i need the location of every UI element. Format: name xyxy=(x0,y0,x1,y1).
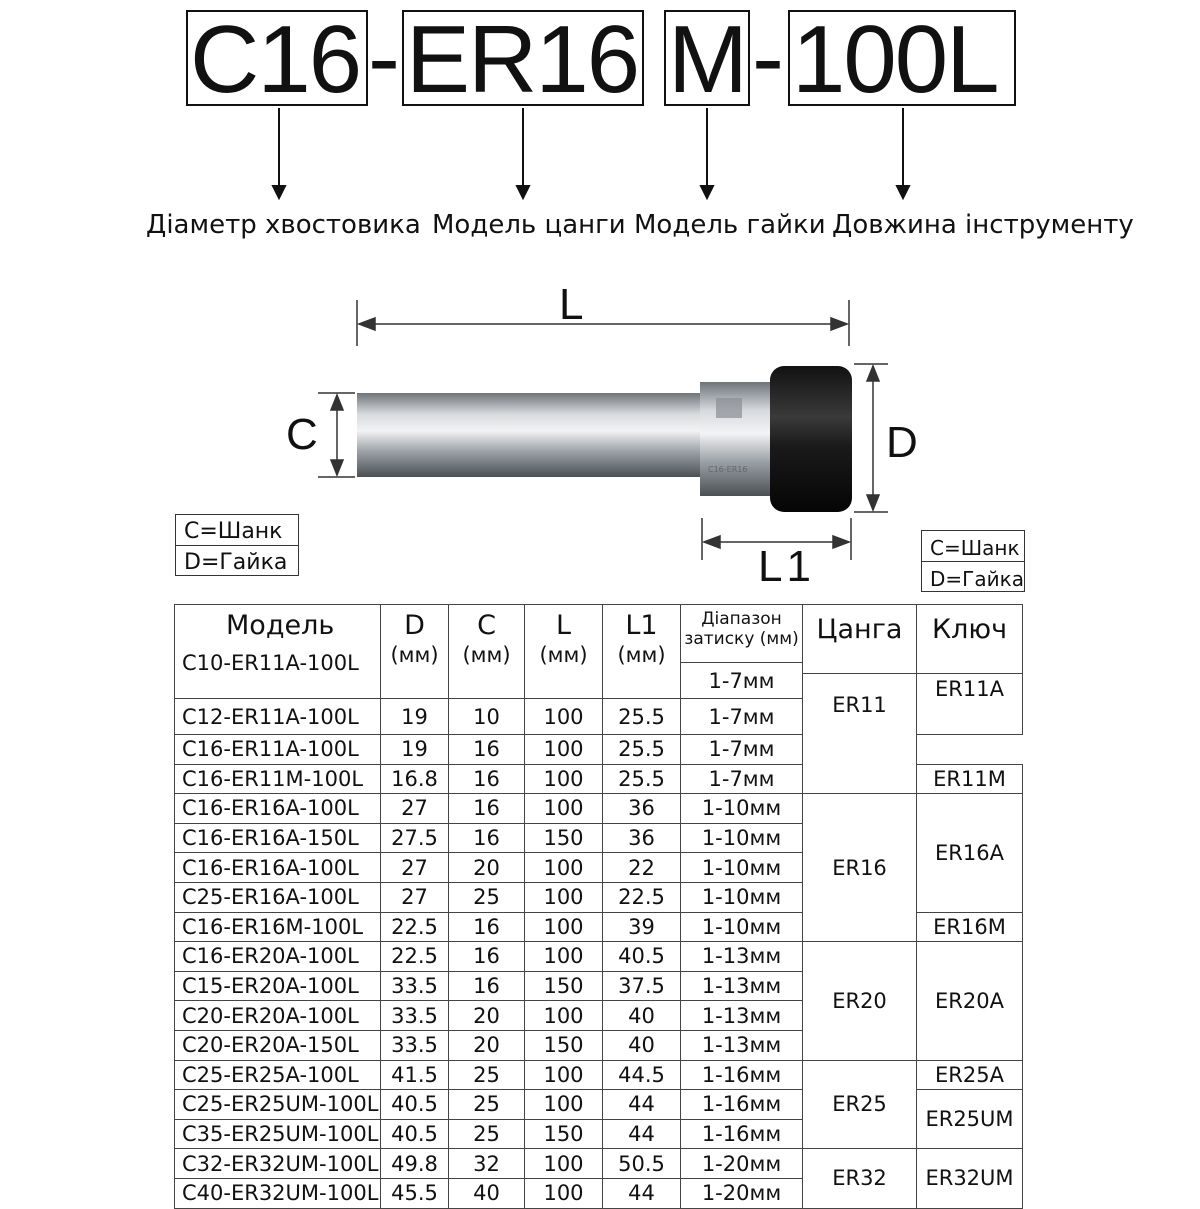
table-cell: C16-ER16A-100L xyxy=(175,794,381,824)
table-cell: 40.5 xyxy=(381,1119,449,1149)
table-cell: 41.5 xyxy=(381,1060,449,1090)
table-cell: 1-10мм xyxy=(681,823,803,853)
table-cell: 16 xyxy=(449,912,525,942)
table-cell: 40.5 xyxy=(381,1090,449,1120)
code-shank: C16 xyxy=(186,10,368,106)
table-cell: 100 xyxy=(525,912,603,942)
legend-c: C=Шанк xyxy=(184,519,283,544)
collet-er11: ER11 xyxy=(803,673,916,764)
key-er32um: ER32UM xyxy=(917,1149,1023,1208)
key-er11a: ER11A xyxy=(917,673,1022,734)
header-model: Модель C10-ER11A-100L xyxy=(175,605,381,699)
table-cell: 100 xyxy=(525,1001,603,1031)
table-cell: 100 xyxy=(525,699,603,735)
table-cell: 20 xyxy=(449,1030,525,1060)
table-cell: 25 xyxy=(449,1090,525,1120)
collet-er25: ER25 xyxy=(803,1060,917,1149)
table-cell: 25.5 xyxy=(603,699,681,735)
header-collet: Цанга xyxy=(816,614,903,645)
table-row xyxy=(175,794,1023,824)
table-cell: 150 xyxy=(525,971,603,1001)
table-cell: 33.5 xyxy=(381,1001,449,1031)
table-cell: 22.5 xyxy=(381,912,449,942)
arrow-head-icon xyxy=(273,186,285,198)
legend-c: C=Шанк xyxy=(930,536,1020,560)
code-dash-1: - xyxy=(368,4,398,111)
table-cell: C35-ER25UM-100L xyxy=(175,1119,381,1149)
dim-label-c: C xyxy=(286,410,318,459)
table-cell: 25.5 xyxy=(603,764,681,794)
key-er20a: ER20A xyxy=(917,942,1023,1060)
header-collet-col xyxy=(803,605,917,794)
engraving-text: C16-ER16 xyxy=(708,465,748,474)
code-arrows xyxy=(0,0,1200,210)
table-cell: 27 xyxy=(381,853,449,883)
table-cell: C25-ER16A-100L xyxy=(175,882,381,912)
table-cell: 49.8 xyxy=(381,1149,449,1179)
table-cell: 45.5 xyxy=(381,1178,449,1208)
collet-er20: ER20 xyxy=(803,942,917,1060)
header-key-col xyxy=(917,605,1023,735)
table-cell: 44.5 xyxy=(603,1060,681,1090)
spec-table xyxy=(174,604,1023,1209)
table-cell: C16-ER16A-150L xyxy=(175,823,381,853)
table-cell: 25 xyxy=(449,1119,525,1149)
table-cell: C25-ER25A-100L xyxy=(175,1060,381,1090)
table-cell: 10 xyxy=(449,699,525,735)
table-cell: 1-7мм xyxy=(681,699,803,735)
table-cell: 27 xyxy=(381,794,449,824)
arrow-head-icon xyxy=(897,186,909,198)
table-cell: 33.5 xyxy=(381,971,449,1001)
table-cell: 1-13мм xyxy=(681,1001,803,1031)
code-collet: ER16 xyxy=(402,10,644,106)
table-cell: 19 xyxy=(381,735,449,765)
table-cell: 40 xyxy=(603,1001,681,1031)
table-cell: 150 xyxy=(525,1119,603,1149)
table-cell: 50.5 xyxy=(603,1149,681,1179)
legend-d: D=Гайка xyxy=(922,561,1024,591)
table-cell: 40 xyxy=(449,1178,525,1208)
table-cell: 1-20мм xyxy=(681,1149,803,1179)
desc-collet-model: Модель цанги xyxy=(432,210,626,240)
table-cell: 22.5 xyxy=(603,882,681,912)
table-cell: 22 xyxy=(603,853,681,883)
table-cell: 100 xyxy=(525,735,603,765)
key-er25a: ER25A xyxy=(917,1060,1023,1090)
table-cell: 1-7мм xyxy=(681,764,803,794)
header-c: C (мм) xyxy=(449,605,525,699)
table-cell: 100 xyxy=(525,1090,603,1120)
table-cell: 36 xyxy=(603,823,681,853)
table-cell: 1-16мм xyxy=(681,1090,803,1120)
key-er16m: ER16M xyxy=(917,912,1023,942)
code-dash-2: - xyxy=(752,4,782,111)
table-cell: 16 xyxy=(449,764,525,794)
table-cell: 1-13мм xyxy=(681,942,803,972)
legend-left xyxy=(175,514,299,576)
table-cell: C40-ER32UM-100L xyxy=(175,1178,381,1208)
table-cell: 1-13мм xyxy=(681,1030,803,1060)
table-cell: C16-ER16M-100L xyxy=(175,912,381,942)
table-cell: 22.5 xyxy=(381,942,449,972)
desc-shank-diameter: Діаметр хвостовика xyxy=(146,210,421,240)
shank xyxy=(357,393,702,477)
arrow-head-icon xyxy=(517,186,529,198)
table-cell: C20-ER20A-100L xyxy=(175,1001,381,1031)
table-cell: 33.5 xyxy=(381,1030,449,1060)
table-cell: C32-ER32UM-100L xyxy=(175,1149,381,1179)
table-cell: 44 xyxy=(603,1178,681,1208)
table-cell: 1-7мм xyxy=(681,735,803,765)
table-cell: 19 xyxy=(381,699,449,735)
table-cell: 25.5 xyxy=(603,735,681,765)
table-row xyxy=(175,942,1023,972)
table-cell: 1-16мм xyxy=(681,1060,803,1090)
legend-d: D=Гайка xyxy=(176,545,298,575)
table-cell: C15-ER20A-100L xyxy=(175,971,381,1001)
table-cell: 1-10мм xyxy=(681,912,803,942)
table-cell: 100 xyxy=(525,853,603,883)
table-cell: C10-ER11A-100L xyxy=(182,651,359,675)
table-cell: 27 xyxy=(381,882,449,912)
table-cell: 16 xyxy=(449,823,525,853)
desc-tool-length: Довжина інструменту xyxy=(832,210,1134,240)
table-cell: 44 xyxy=(603,1119,681,1149)
table-cell: 1-10мм xyxy=(681,882,803,912)
header-range: Діапазон затиску (мм) xyxy=(681,605,803,663)
table-cell: 150 xyxy=(525,823,603,853)
table-cell: C16-ER16A-100L xyxy=(175,853,381,883)
dim-label-d: D xyxy=(886,418,918,467)
table-cell: 37.5 xyxy=(603,971,681,1001)
table-row xyxy=(175,1149,1023,1179)
table-cell: 100 xyxy=(525,764,603,794)
table-cell: 1-20мм xyxy=(681,1178,803,1208)
header-d: D (мм) xyxy=(381,605,449,699)
table-cell: 20 xyxy=(449,1001,525,1031)
arrow-head-icon xyxy=(701,186,713,198)
table-cell: 1-16мм xyxy=(681,1119,803,1149)
legend-right xyxy=(921,530,1025,592)
table-cell: C25-ER25UM-100L xyxy=(175,1090,381,1120)
code-length: 100L xyxy=(788,10,1016,106)
table-cell: 16 xyxy=(449,735,525,765)
table-cell: 16 xyxy=(449,794,525,824)
table-cell: 16.8 xyxy=(381,764,449,794)
table-cell: C16-ER20A-100L xyxy=(175,942,381,972)
table-cell: 39 xyxy=(603,912,681,942)
table-cell: 100 xyxy=(525,794,603,824)
desc-nut-model: Модель гайки xyxy=(634,210,826,240)
table-cell: 40 xyxy=(603,1030,681,1060)
table-cell: 100 xyxy=(525,1060,603,1090)
key-er11m: ER11M xyxy=(917,764,1023,794)
table-cell: 1-13мм xyxy=(681,971,803,1001)
table-cell: 32 xyxy=(449,1149,525,1179)
dim-label-l: L xyxy=(559,280,584,329)
table-cell: 100 xyxy=(525,1149,603,1179)
table-row xyxy=(175,1060,1023,1090)
header-l1: L1 (мм) xyxy=(603,605,681,699)
table-cell: 100 xyxy=(525,942,603,972)
collet-er32: ER32 xyxy=(803,1149,917,1208)
table-cell: C12-ER11A-100L xyxy=(175,699,381,735)
dim-label-l1: L1 xyxy=(758,542,815,591)
code-nut: M xyxy=(664,10,750,106)
table-cell: 1-10мм xyxy=(681,853,803,883)
table-cell: 40.5 xyxy=(603,942,681,972)
table-cell: C16-ER11M-100L xyxy=(175,764,381,794)
table-header-row xyxy=(175,605,1023,663)
table-cell: 16 xyxy=(449,942,525,972)
key-er25um: ER25UM xyxy=(917,1090,1023,1149)
table-cell: 100 xyxy=(525,882,603,912)
table-cell: 27.5 xyxy=(381,823,449,853)
header-l: L (мм) xyxy=(525,605,603,699)
table-cell: 1-7мм xyxy=(681,663,803,699)
table-cell: 150 xyxy=(525,1030,603,1060)
table-cell: C16-ER11A-100L xyxy=(175,735,381,765)
table-cell: 1-10мм xyxy=(681,794,803,824)
table-cell: 20 xyxy=(449,853,525,883)
table-cell: 25 xyxy=(449,1060,525,1090)
header-key: Ключ xyxy=(931,614,1008,645)
table-cell: 44 xyxy=(603,1090,681,1120)
table-cell: 16 xyxy=(449,971,525,1001)
table-cell: C20-ER20A-150L xyxy=(175,1030,381,1060)
table-cell: 100 xyxy=(525,1178,603,1208)
table-cell: 25 xyxy=(449,882,525,912)
table-cell: 36 xyxy=(603,794,681,824)
nut xyxy=(770,366,852,512)
collet-er16: ER16 xyxy=(803,794,917,942)
key-er16a: ER16A xyxy=(917,794,1023,912)
